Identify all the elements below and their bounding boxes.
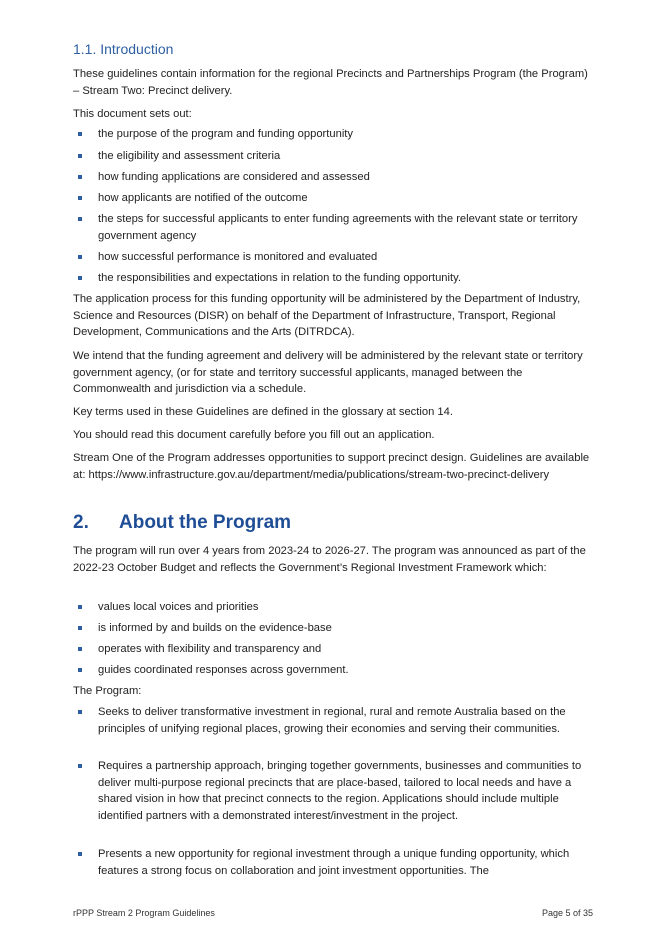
list-item: values local voices and priorities [98,599,593,616]
body-paragraph: We intend that the funding agreement and delivery will be administered by the relevant state or territory government agency, (or for state and territory successful applicants, managed between the Commonwealth and jurisdiction via a schedule. [73,350,583,396]
list-item: guides coordinated responses across government. [98,662,593,679]
sets-out-paragraph: This document sets out: [73,108,192,120]
list-item: the purpose of the program and funding opportunity [98,126,593,143]
body-paragraph: Stream One of the Program addresses opportunities to support precinct design. Guidelines are available at: https://www.infrastructure.gov.au/department/media/publications/stream-two-precinct-delivery [73,452,590,481]
body-paragraph: You should read this document carefully before you fill out an application. [73,429,435,441]
list-item: how applicants are notified of the outcome [98,190,593,207]
list-item: how funding applications are considered and assessed [98,169,593,186]
list-item: is informed by and builds on the evidence-base [98,620,593,637]
list-item: how successful performance is monitored and evaluated [98,249,593,266]
footer-page-number: Page 5 of 35 [541,908,593,918]
section-heading-introduction: 1.1. Introduction [73,41,174,57]
section-title: About the Program [119,512,292,533]
list-item: the eligibility and assessment criteria [98,148,593,165]
footer-document-title: rPPP Stream 2 Program Guidelines [73,908,215,918]
list-item: Requires a partnership approach, bringing together governments, businesses and communities to deliver multi-purpose regional precincts that are place-based, tailored to local needs and have a shared vision in how that precinct connects to the region. Applications should include multiple identified partners with a demonstrated interest/investment in the project. [98,758,593,824]
list-item: the steps for successful applicants to enter funding agreements with the relevant state or territory government agency [98,211,593,244]
section-number: 2. [73,512,89,533]
section-heading-about-program [73,512,291,534]
intro-paragraph: These guidelines contain information for the regional Precincts and Partnerships Program (the Program) – Stream Two: Precinct delivery. [73,68,588,97]
list-item: the responsibilities and expectations in relation to the funding opportunity. [98,270,593,287]
list-item: Presents a new opportunity for regional investment through a unique funding opportunity, which features a strong focus on collaboration and joint investment opportunities. The [98,846,593,879]
body-paragraph: Key terms used in these Guidelines are defined in the glossary at section 14. [73,406,453,418]
program-intro-paragraph: The program will run over 4 years from 2023-24 to 2026-27. The program was announced as part of the 2022-23 October Budget and reflects the Government’s Regional Investment Framework which: [73,545,586,574]
body-paragraph: The application process for this funding opportunity will be administered by the Department of Industry, Science and Resources (DISR) on behalf of the Department of Infrastructure, Transport, Regional Development, Communications and the Arts (DITRDCA). [73,293,581,339]
program-label: The Program: [73,685,142,697]
list-item: operates with flexibility and transparency and [98,641,593,658]
list-item: Seeks to deliver transformative investment in regional, rural and remote Australia based on the principles of unifying regional places, growing their economies and serving their communities. [98,704,593,737]
